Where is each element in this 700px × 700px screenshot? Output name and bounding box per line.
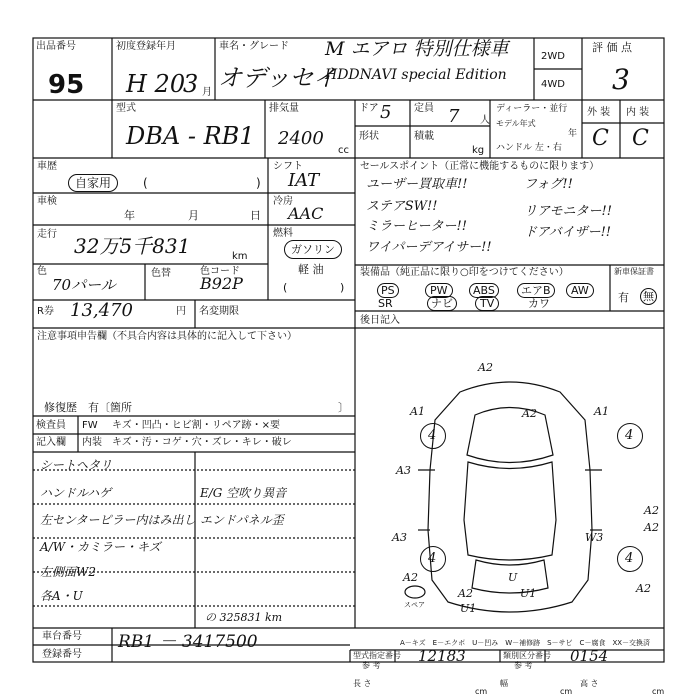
capacity-label: 定員 — [414, 103, 434, 114]
inspection-label: 車検 — [37, 196, 57, 207]
damage-mark: A2 — [522, 407, 537, 420]
warranty-yes: 有 — [618, 291, 629, 304]
grade-line2: HDDNAVI special Edition — [325, 67, 507, 83]
cc-unit: cc — [338, 145, 349, 156]
damage-mark: A1 — [410, 405, 425, 418]
score-label: 評 価 点 — [592, 41, 632, 54]
remark-left: シートヘタリ — [40, 458, 113, 472]
damage-mark: A2 — [636, 582, 651, 595]
mileage-label: 走行 — [37, 229, 57, 240]
paren-close: ) — [256, 176, 261, 190]
sales-point-item: ミラーヒーター!! — [366, 219, 467, 234]
ref-label-2: 参 考 — [514, 661, 533, 670]
month-unit: 月 — [202, 87, 212, 98]
remark-left: 各A・U — [40, 589, 83, 603]
doors-label: ドア — [359, 103, 379, 114]
class-label: 類別区分番号 — [503, 651, 551, 660]
first-reg-label: 初度登録年月 — [116, 41, 176, 52]
displacement-label: 排気量 — [269, 103, 299, 114]
sales-point-item: ワイパーデアイサー!! — [366, 240, 492, 255]
dealer-label: ディーラー・並行 — [496, 104, 568, 114]
regno-label: 登録番号 — [42, 649, 82, 660]
damage-mark: U1 — [460, 602, 477, 615]
damage-mark: U1 — [520, 587, 537, 600]
mileage: 32万5千831 — [74, 234, 191, 258]
damage-mark: A2 — [403, 571, 418, 584]
ext-label: 外 装 — [587, 107, 611, 118]
ext-grade: C — [592, 126, 609, 151]
height-cm: cm — [652, 687, 665, 696]
equipment-aw: AW — [566, 283, 594, 298]
recycle-label: R券 — [37, 306, 54, 317]
fuel-paren-close: ) — [340, 281, 345, 294]
fuel-paren-open: ( — [283, 281, 288, 294]
aircon-label: 冷房 — [273, 196, 293, 207]
ref-label: 参 考 — [362, 661, 381, 670]
equipment-navi: ナビ — [427, 296, 457, 311]
tire-grade: 4 — [428, 551, 437, 566]
inspector-row1-items: キズ・凹凸・ヒビ割・リペア跡・×要 — [112, 420, 280, 431]
year-unit: 年 — [568, 129, 578, 139]
tire-grade: 4 — [625, 428, 634, 443]
inspection-year: 年 — [124, 209, 135, 222]
chassis-label: 車台番号 — [42, 631, 82, 642]
shift-label: シフト — [273, 161, 303, 172]
car-diagram-body — [405, 382, 602, 615]
load-label: 積載 — [414, 131, 434, 142]
color-code: B92P — [200, 274, 243, 293]
drive-4wd: 4WD — [541, 79, 565, 90]
first-reg-month: 3 — [183, 70, 199, 98]
recycle-value: 13,470 — [70, 300, 133, 321]
score: 3 — [612, 63, 630, 96]
warranty-no: 無 — [640, 288, 657, 305]
odometer-note: の 325831 km — [205, 611, 283, 624]
spare-label: スペア — [404, 601, 425, 609]
after-entry-label: 後日記入 — [360, 315, 400, 326]
equipment-pw: PW — [425, 283, 453, 298]
aircon-value: AAC — [288, 204, 324, 223]
inspector-interior: 内装 — [82, 437, 102, 448]
fuel-label: 燃料 — [273, 228, 293, 239]
repair-label: 修復歴 有〔箇所 — [44, 401, 132, 414]
type-cert-number: 12183 — [418, 647, 466, 665]
lot-no-label: 出品番号 — [36, 41, 76, 52]
damage-mark: A2 — [644, 504, 659, 517]
lot-no: 95 — [48, 70, 85, 100]
shape-label: 形状 — [359, 131, 379, 142]
paren-open: ( — [143, 176, 148, 190]
sales-point-item: ステアSW!! — [366, 199, 438, 214]
damage-mark: A2 — [644, 521, 659, 534]
class-number: 0154 — [570, 647, 609, 665]
remark-left: ハンドルハゲ — [40, 486, 112, 500]
car-name-label: 車名・グレード — [219, 41, 289, 52]
inspection-day: 日 — [250, 209, 261, 222]
equipment-airbag: エアB — [517, 283, 555, 298]
int-label: 内 装 — [626, 107, 650, 118]
color-code-label: 色コード — [200, 266, 240, 277]
history-label: 車歴 — [37, 161, 57, 172]
displacement: 2400 — [278, 128, 324, 149]
height-label: 高 さ — [580, 679, 599, 688]
remark-right: エンドパネル歪 — [200, 513, 284, 527]
damage-mark: A1 — [594, 405, 609, 418]
car-name: オデッセイ — [218, 64, 337, 92]
sales-point-item: ドアバイザー!! — [524, 225, 612, 240]
yen-unit: 円 — [176, 306, 186, 317]
damage-mark: A3 — [392, 531, 407, 544]
repair-close: 〕 — [338, 401, 349, 414]
shift-value: IAT — [288, 170, 320, 191]
type-cert-label: 型式指定番号 — [353, 651, 401, 660]
grade-line1: M エアロ 特別仕様車 — [325, 38, 509, 60]
inspection-month: 月 — [188, 209, 199, 222]
equipment-ps: PS — [377, 283, 399, 298]
equipment-tv: TV — [475, 296, 499, 311]
inspector-row1-label: 検査員 — [36, 420, 66, 431]
tire-grade: 4 — [625, 551, 634, 566]
damage-mark: A2 — [458, 587, 473, 600]
damage-mark: W3 — [585, 531, 604, 544]
sales-points-label: セールスポイント（正常に機能するものに限ります） — [360, 161, 600, 172]
sales-point-item: リアモニター!! — [524, 204, 612, 219]
fuel-value: ガソリン — [284, 240, 342, 259]
length-label: 長 さ — [353, 679, 372, 688]
equipment-label: 装備品（純正品に限り○印をつけてください） — [360, 267, 569, 278]
name-change-label: 名変期限 — [199, 306, 239, 317]
capacity: 7 — [448, 106, 460, 127]
remark-left: A/W・カミラー・キズ — [40, 540, 161, 554]
length-cm: cm — [475, 687, 488, 696]
damage-mark: A2 — [478, 361, 493, 374]
equipment-abs: ABS — [469, 283, 499, 298]
inspector-row2-items: キズ・汚・コゲ・穴・ズレ・キレ・破レ — [112, 437, 292, 448]
kg-unit: kg — [472, 145, 485, 156]
width-label: 幅 — [500, 679, 508, 688]
damage-mark: A3 — [396, 464, 411, 477]
remark-left: 左側面W2 — [40, 565, 96, 579]
first-reg-era: H 20 — [126, 70, 186, 98]
damage-mark: U — [508, 571, 518, 584]
model: DBA - RB1 — [126, 122, 255, 150]
inspector-fw: FW — [82, 420, 98, 431]
warranty-label: 新車保証書 — [614, 267, 654, 276]
inspector-row2-label: 記入欄 — [36, 437, 66, 448]
handle-label: ハンドル 左・右 — [496, 143, 562, 153]
doors: 5 — [380, 102, 392, 123]
width-cm: cm — [560, 687, 573, 696]
color-value: 70パール — [52, 276, 116, 294]
color-change-label: 色替 — [151, 268, 171, 279]
model-year-label: モデル年式 — [496, 119, 536, 128]
equipment-sr: SR — [378, 297, 393, 310]
color-label: 色 — [37, 266, 47, 277]
model-label: 型式 — [116, 103, 136, 114]
equipment-kawa: カワ — [528, 297, 550, 310]
int-grade: C — [632, 126, 649, 151]
notes-label: 注意事項申告欄（不具合内容は具体的に記入して下さい） — [37, 331, 297, 342]
fuel-diesel: 軽 油 — [298, 263, 324, 276]
person-unit: 人 — [480, 115, 490, 126]
history-value: 自家用 — [68, 174, 118, 192]
remark-right: E/G 空吹り異音 — [200, 486, 287, 500]
damage-legend: A－キズ E－エクボ U－凹み W－補修跡 S－サビ C－腐食 XX－交換済 — [400, 639, 651, 647]
remark-left: 左センターピラー内はみ出し — [40, 513, 196, 527]
drive-2wd: 2WD — [541, 51, 565, 62]
chassis-number: RB1 － 3417500 — [118, 632, 258, 652]
sales-point-item: フォグ!! — [524, 177, 573, 192]
km-unit: km — [232, 251, 248, 262]
sales-point-item: ユーザー買取車!! — [366, 177, 468, 192]
tire-grade: 4 — [428, 428, 437, 443]
